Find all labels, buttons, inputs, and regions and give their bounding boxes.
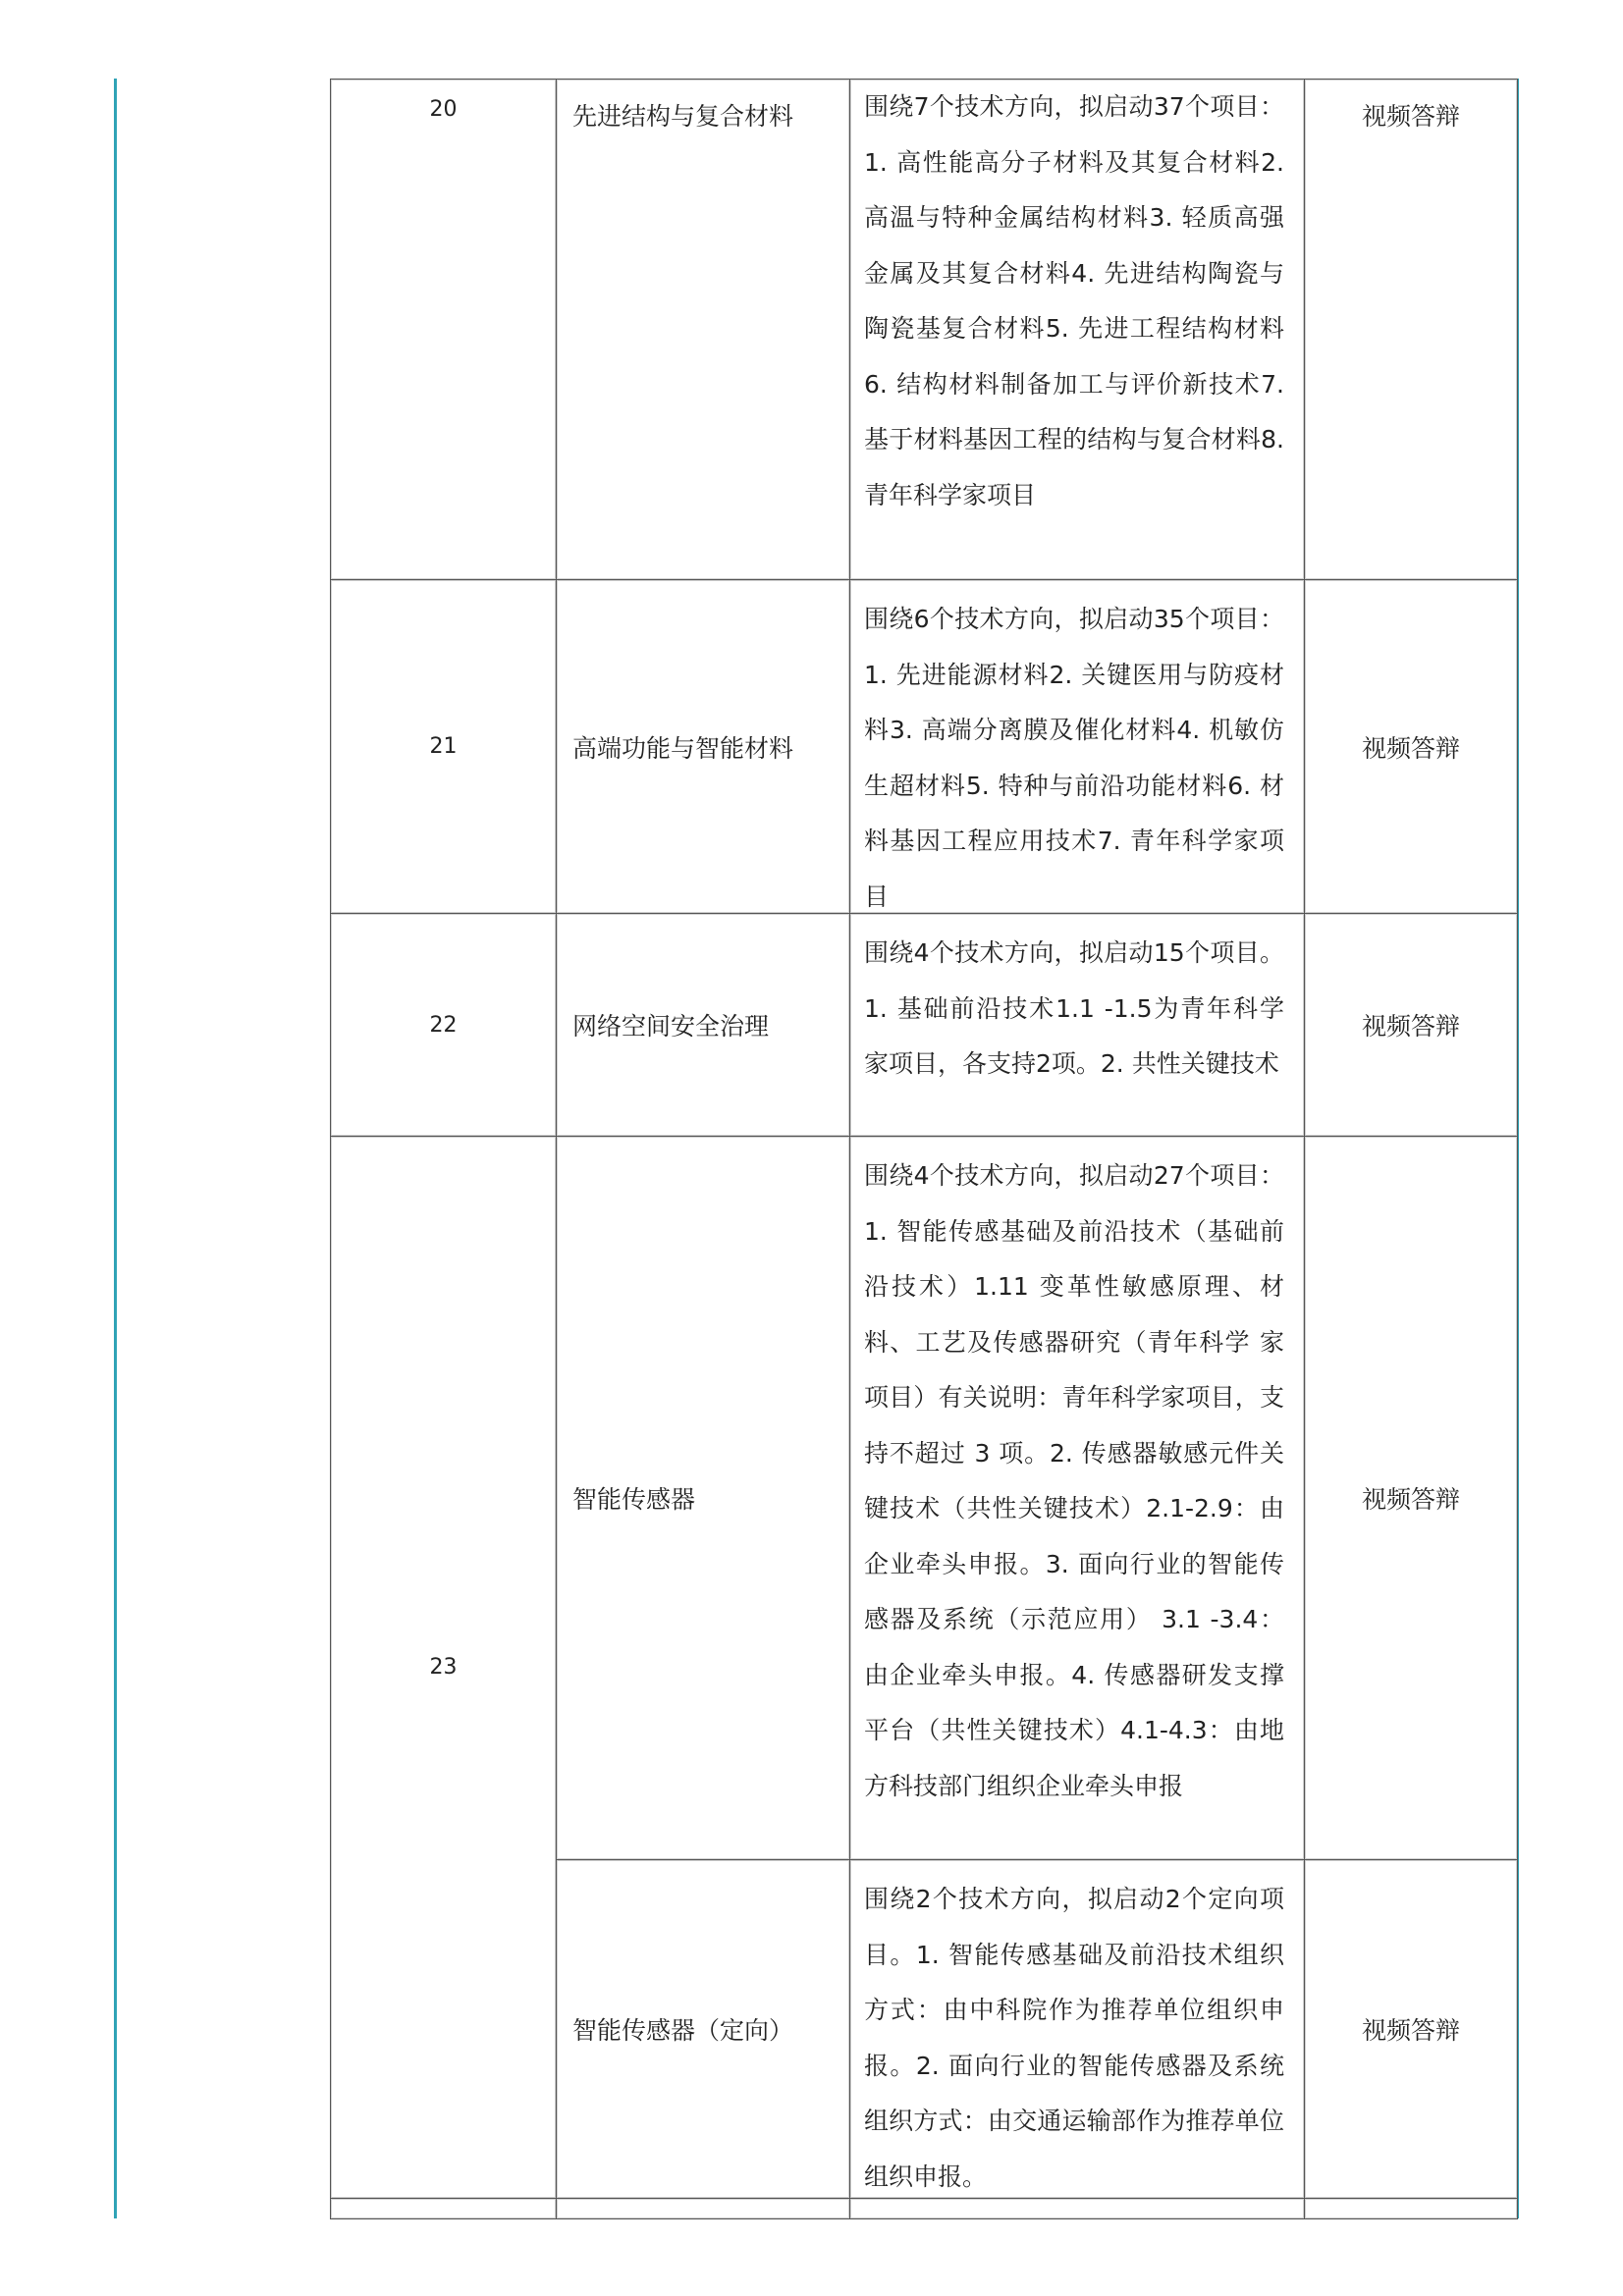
review-method-cell [1304, 1136, 1518, 1860]
table-row-continuation-cell [849, 2198, 1305, 2219]
table-row-continuation-cell [1304, 2198, 1518, 2219]
review-method-cell [1304, 579, 1518, 914]
project-description-cell [849, 579, 1305, 914]
project-name: 网络空间安全治理 [572, 1012, 770, 1041]
row-number: 21 [429, 734, 458, 759]
project-name: 智能传感器（定向） [572, 2016, 794, 2045]
page-border-left [114, 79, 117, 2218]
review-method: 视频答辩 [1361, 2016, 1460, 2045]
row-number-cell [330, 913, 557, 1137]
table-row-continuation-cell [556, 2198, 850, 2219]
project-description-cell [849, 913, 1305, 1137]
review-method-cell [1304, 1859, 1518, 2199]
project-name-cell [556, 79, 850, 580]
project-description: 围绕7个技术方向，拟启动37个项目：1. 高性能高分子材料及其复合材料2. 高温与特种金属结构材料3. 轻质高强金属及其复合材料4. 先进结构陶瓷与陶瓷基复合材料5. 先进工程结构材料6. 结构材料制备加工与评价新技术7. 基于材料基因工程的结构与复合材料8. 青年科学家项目 [864, 92, 1284, 509]
review-method-cell [1304, 913, 1518, 1137]
project-description: 围绕2个技术方向，拟启动2个定向项目。1. 智能传感基础及前沿技术组织方式：由中科院作为推荐单位组织申报。2. 面向行业的智能传感器及系统组织方式：由交通运输部作为推荐单位组织申报。 [864, 1885, 1284, 2191]
project-name-cell [556, 1136, 850, 1860]
project-name: 智能传感器 [572, 1485, 696, 1514]
review-method: 视频答辩 [1361, 102, 1460, 131]
project-description-cell [849, 79, 1305, 580]
project-description: 围绕4个技术方向，拟启动27个项目：1. 智能传感基础及前沿技术（基础前沿技术）1.11 变革性敏感原理、材料、工艺及传感器研究（青年科学 家项目）有关说明：青年科学家项目，支持不超过 3 项。2. 传感器敏感元件关键技术（共性关键技术）2.1-2.9：由企业牵头申报。3. 面向行业的智能传感器及系统（示范应用） 3.1 -3.4：由企业牵头申报。4. 传感器研发支撑平台（共性关键技术）4.1-4.3：由地方科技部门组织企业牵头申报 [864, 1161, 1284, 1800]
project-name-cell [556, 579, 850, 914]
project-name-cell [556, 913, 850, 1137]
project-name: 先进结构与复合材料 [572, 102, 794, 131]
project-description-cell [849, 1136, 1305, 1860]
project-description: 围绕4个技术方向，拟启动15个项目。1. 基础前沿技术1.1 -1.5为青年科学家项目，各支持2项。2. 共性关键技术 [864, 938, 1284, 1078]
row-number-cell [330, 579, 557, 914]
project-description-cell [849, 1859, 1305, 2199]
review-method-cell [1304, 79, 1518, 580]
project-description: 围绕6个技术方向，拟启动35个项目：1. 先进能源材料2. 关键医用与防疫材料3. 高端分离膜及催化材料4. 机敏仿生超材料5. 特种与前沿功能材料6. 材料基因工程应用技术7. 青年科学家项目 [864, 605, 1284, 911]
row-number-cell [330, 1136, 557, 2199]
project-name: 高端功能与智能材料 [572, 733, 794, 763]
project-name-cell [556, 1859, 850, 2199]
row-number: 22 [429, 1012, 458, 1038]
row-number-cell [330, 79, 557, 580]
review-method: 视频答辩 [1361, 733, 1460, 763]
review-method: 视频答辩 [1361, 1485, 1460, 1514]
row-number: 23 [429, 1655, 458, 1680]
review-method: 视频答辩 [1361, 1012, 1460, 1041]
row-number: 20 [429, 97, 458, 122]
table-row-continuation-cell [330, 2198, 557, 2219]
